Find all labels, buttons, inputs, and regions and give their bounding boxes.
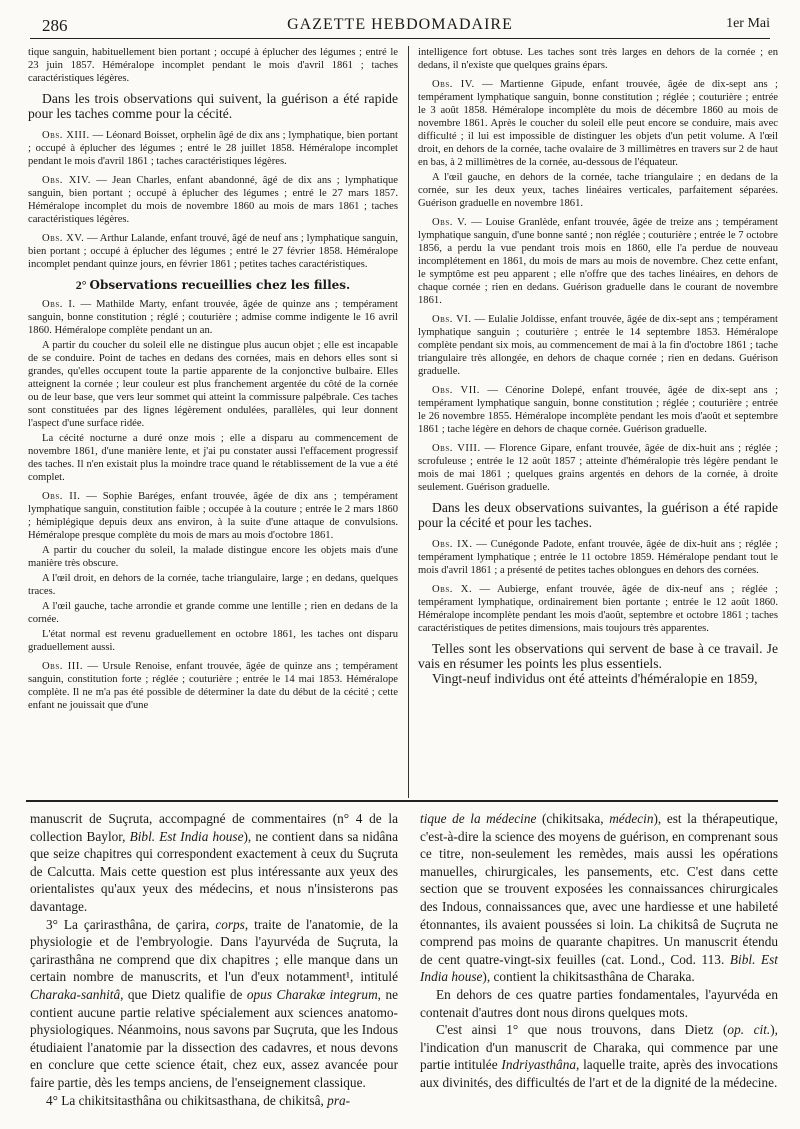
obs-label: Obs. IV. [432, 79, 475, 90]
observation-9 [418, 538, 778, 577]
obs-label: Obs. VIII. [432, 443, 481, 454]
obs-text: — Jean Charles, enfant abandonné, âgé de dix ans ; lymphatique sanguin, bien portant ; occupé à éplucher des légumes ; entré le 27 mars 1857. Héméralope incomplet du mois de novembre 1860 au mois de mars 1861 ; taches caractéristiques légères. [28, 175, 398, 225]
obs-label: Obs. XIV. [42, 175, 91, 186]
obs-label: Obs. VII. [432, 385, 480, 396]
closing-paragraph: Vingt-neuf individus ont été atteints d'héméralopie en 1859, [432, 671, 758, 686]
obs-label: Obs. I. [42, 299, 76, 310]
italic-text: Indriyasthâna [501, 1057, 576, 1073]
italic-text: tique de la médecine [420, 811, 537, 826]
obs-text: — Louise Granlède, enfant trouvée, âgée de treize ans ; tempérament lymphatique sanguin, d'une bonne santé ; non réglée ; couturière ; entrée le 7 octobre 1856, a perdu la vue pendant trois mois en 1860, elle l'a perdue de nouveau incomplétement en 1861, du mois de mars au mois de novembre. Chez cette enfant, le symptôme est peu apparent ; elle n'offre que des taches linéaires, en dehors de chaque cornée ; rien en dedans. Guérison graduelle dans le courant de novembre 1861. [418, 217, 778, 306]
obs-text: — Arthur Lalande, enfant trouvé, âgé de neuf ans ; lymphatique sanguin, bien portant ; occupé à éplucher des légumes ; entré le 27 février 1858. Héméralope incomplet pendant quinze jours, en février 1861 ; petites taches caractéristiques. [28, 233, 398, 270]
lead-paragraph: Dans les deux observations suivantes, la guérison a été rapide pour la cécité et pour les taches. [418, 500, 778, 530]
section-heading [28, 279, 398, 292]
observation-7 [418, 384, 778, 436]
paragraph: A l'œil gauche, tache arrondie et grande comme une lentille ; rien en dedans de la cornée. [28, 601, 398, 625]
obs-text: — Ursule Renoise, enfant trouvée, âgée de quinze ans ; tempérament sanguin, constitution forte ; réglée ; couturière ; entrée le 14 mai 1853. Héméralope complète. Il ne m'a pas été possible de déterminer la date du début de la cécité ; cette enfant ne jouissait que d'une [28, 661, 398, 711]
text-run: 4° La chikitsitasthâna ou chikitsasthana, de chikitsâ, [46, 1092, 328, 1108]
text-run: , que Dietz qualifie de [120, 986, 247, 1002]
italic-text: opus Charakæ integrum [246, 986, 378, 1002]
paragraph: La cécité nocturne a duré onze mois ; elle a disparu au commencement de novembre 1861, d'une manière lente, et j'ai pu constater aussi l'effacement progressif des taches. Il n'en existait plus la moindre trace quand le rétablissement de la vue a été complet. [28, 433, 398, 483]
obs-text: — Cunégonde Padote, enfant trouvée, âgée de dix-huit ans ; réglée ; tempérament lymphatique ; entrée le 11 octobre 1859. Héméralope pendant tout le mois d'avril 1861 ; a présenté de petites taches oblongues en dehors des cornées. [418, 539, 778, 576]
text-run: , ne contient aucune partie relative spécialement aux sciences anatomo-physiologiques. Néanmoins, nous savons par Suçruta, que les Indous étudiaient l'anatomie par la dissection des cadavres, et nous devons en conclure que cette science était, chez eux, assez avancée pour faire partie, dès les temps anciens, de l'enseignement classique. [30, 986, 398, 1090]
text-run: ), ne contient dans sa nidâna que seize chapitres qui correspondent exactement à ceux du Suçruta de Calcutta. Mais cette question est plus intéressante aux yeux des orientalistes qu'aux yeux des médecins, et nous n'insisterons pas davantage. [30, 828, 398, 914]
section-number: 2° [75, 278, 87, 292]
obs-text: — Cénorine Dolepé, enfant trouvée, âgée de dix-sept ans ; tempérament lymphatique sanguin, bonne constitution ; réglée ; couturière ; entrée le 26 novembre 1855. Héméralope incomplète pendant les mois d'août et septembre 1861 ; tache légère en dehors de chaque cornée. Guérison graduelle. [418, 385, 778, 435]
observation-8 [418, 442, 778, 494]
paragraph [30, 1092, 398, 1110]
text-run: (chikitsaka, [536, 811, 610, 826]
page-number: 286 [42, 16, 68, 35]
italic-text: corps [215, 916, 245, 932]
paragraph [420, 1021, 778, 1091]
paragraph: A l'œil droit, en dehors de la cornée, tache triangulaire, large ; en dedans, quelques traces. [28, 573, 398, 597]
observation-14 [28, 174, 398, 226]
section-rule [26, 800, 778, 802]
obs-label: Obs. X. [432, 584, 473, 595]
paragraph [30, 916, 398, 1092]
obs-label: Obs. V. [432, 217, 468, 228]
italic-text: Bibl. Est India house [129, 828, 244, 844]
observation-2 [28, 490, 398, 542]
italic-text: Bibl. Est India house [420, 951, 778, 985]
paragraph [420, 810, 778, 986]
text-run: , laquelle traite, après des invocations aux divinités, des difficultés de l'art et de la dignité de la médecine. [420, 1057, 778, 1090]
page-header [30, 10, 770, 39]
obs-text: — Aubierge, enfant trouvée, âgée de dix-neuf ans ; réglée ; tempérament lymphatique, ordinairement bien portante ; entrée le 12 août 1860. Héméralope incomplète pendant les mois d'août, septembre et octobre 1861 ; taches caractéristiques de petites dimensions, mais toujours très apparentes. [418, 584, 778, 634]
obs-text: — Léonard Boisset, orphelin âgé de dix ans ; lymphatique, bien portant ; occupé à éplucher des légumes ; entré le 28 juillet 1858. Héméralope incomplet pendant le mois d'avril 1861 ; taches caractéristiques légères. [28, 130, 398, 167]
observation-1 [28, 298, 398, 337]
obs-text: — Sophie Baréges, enfant trouvée, âgée de dix ans ; tempérament lymphatique sanguin, constitution faible ; occupée à la couture ; entrée le 2 mars 1860 ; hémiplégique depuis deux ans environ, à la suite d'une attaque de convulsions. Héméralope presque complète du mois de mars au mois d'octobre 1861. [28, 491, 398, 541]
text-run: 3° La çarirasthâna, de çarira, [46, 916, 216, 932]
obs-text: — Martienne Gipude, enfant trouvée, âgée de dix-sept ans ; tempérament lymphatique sanguin, bonne constitution ; réglée ; couturière ; entrée le 3 août 1858. Héméralope incomplète du mois de décembre 1860 au mois de novembre 1861. Après le coucher du soleil elle peut encore se conduire, mais avec difficulté ; il lui est impossible de distinguer les objets d'un petit volume. A l'œil droit, en dehors de la cornée, tache ovalaire de 3 millimètres en travers sur 2 de haut en bas, à 2 millimètres de la cornée, au-dessous de l'équateur. [418, 79, 778, 168]
paragraph: A partir du coucher du soleil, la malade distingue encore les objets mais d'une manière très obscure. [28, 545, 398, 569]
right-column [418, 46, 778, 798]
text-run: ), l'indication d'un manuscrit de Charaka, qui commence par une partie intitulée [420, 1022, 778, 1073]
obs-label: Obs. XIII. [42, 130, 90, 141]
lead-paragraph: Dans les trois observations qui suivent, la guérison a été rapide pour les taches comme pour la cécité. [28, 91, 398, 121]
italic-text: Charaka-sanhitâ [30, 986, 121, 1002]
obs-text: — Eulalie Joldisse, enfant trouvée, âgée de dix-sept ans ; tempérament lymphatique sanguin ; couturière ; entrée le 14 septembre 1853. Héméralope complète pendant six mois, au commencement de mai à la fin d'octobre 1861 ; tache triangulaire très allongée, en dehors de chaque cornée ; rien en dedans. Guérison graduelle. [418, 314, 778, 377]
italic-text: op. cit. [727, 1022, 771, 1038]
text-run: , traite de l'anatomie, de la physiologie et de l'embryologie. Dans l'ayurvéda de Suçruta, la çarirasthâna ne comprend que dix chapitres ; elle manque dans un certain nombre de manuscrits, et l'un d'eux notamment¹, intitulé [30, 916, 398, 985]
bottom-right-column [420, 810, 778, 1092]
text-run: manuscrit de Suçruta, accompagné de commentaires (n° 4 de la collection Baylor, [30, 811, 398, 844]
closing-paragraph: Telles sont les observations qui servent de base à ce travail. Je vais en résumer les points les plus essentiels. [418, 641, 778, 671]
observation-15 [28, 232, 398, 271]
section-title: Observations recueillies chez les filles. [89, 278, 351, 292]
obs-text: — Mathilde Marty, enfant trouvée, âgée de quinze ans ; tempérament sanguin, bonne constitution ; réglé ; couturière ; admise comme indigente le 16 avril 1860. Héméralope complète pendant un an. [28, 299, 398, 336]
observation-5 [418, 216, 778, 307]
text-run: C'est ainsi 1° que nous trouvons, dans Dietz ( [436, 1022, 728, 1038]
observation-13 [28, 129, 398, 168]
obs-text: — Florence Gipare, enfant trouvée, âgée de dix-huit ans ; réglée ; scrofuleuse ; entrée le 12 août 1857 ; atteinte d'héméralopie très légère pendant le mois de mai 1861 ; quelques grains argentés en dehors de la cornée, à droite seulement. Guérison graduelle. [418, 443, 778, 493]
observation-6 [418, 313, 778, 378]
journal-title: GAZETTE HEBDOMADAIRE [287, 16, 513, 33]
paragraph: intelligence fort obtuse. Les taches sont très larges en dehors de la cornée ; en dedans, il n'existe que quelques grains épars. [418, 47, 778, 71]
paragraph: En dehors de ces quatre parties fondamentales, l'ayurvéda en contenait d'autres dont nous dirons quelques mots. [420, 986, 778, 1020]
observation-3 [28, 660, 398, 712]
observation-10 [418, 583, 778, 635]
bottom-left-column [30, 810, 398, 1109]
column-divider [408, 46, 409, 798]
obs-label: Obs. IX. [432, 539, 473, 550]
obs-label: Obs. XV. [42, 233, 85, 244]
observation-4 [418, 78, 778, 169]
italic-text: médecin [609, 811, 654, 826]
left-column [28, 46, 398, 798]
italic-text: pra- [327, 1092, 351, 1108]
text-run: ), contient la chikitsasthâna de Charaka. [482, 969, 695, 985]
obs-label: Obs. III. [42, 661, 84, 672]
paragraph: A partir du coucher du soleil elle ne distingue plus aucun objet ; elle est incapable de se conduire. Point de taches en dedans des cornées, mais en dehors elles sont si grandes, qu'elles occupent toute la partie apparente de la conjonctive bulbaire. Elles atteignent la cornée ; leur couleur est plus franchement argentée du côté de la cornée ou de leur base, que vers leur sommet qui atteint la commissure palpébrale. Ces taches sont constituées par des lignes légèrement ondulées, parallèles, qui leur donnent l'aspect d'une surface ridée. [28, 340, 398, 429]
paragraph: L'état normal est revenu graduellement en octobre 1861, les taches ont disparu graduellement aussi. [28, 629, 398, 653]
paragraph: A l'œil gauche, en dehors de la cornée, tache triangulaire ; en dedans de la cornée, sur les deux yeux, taches linéaires verticales, parfaitement séparées. Guérison graduelle en novembre 1861. [418, 172, 778, 209]
paragraph: tique sanguin, habituellement bien portant ; occupé à éplucher des légumes ; entré le 23 juin 1857. Héméralope incomplet pendant le mois d'avril 1861 ; taches caractéristiques légères. [28, 47, 398, 84]
paragraph [30, 810, 398, 916]
obs-label: Obs. VI. [432, 314, 472, 325]
text-run: ), est la thérapeutique, c'est-à-dire la science des moyens de guérison, en comprenant sous ce titre, non-seulement les remèdes, mais aussi les opérations manuelles, chirurgicales, les pansements, etc. C'est dans cette section que se trouvent exposées les connaissances chirurgicales des Indous, connaissances que, avec une hardiesse et une habileté étonnantes, ils avaient poussées si loin. La chikitsâ de Suçruta ne comprend pas moins de quarante chapitres. Un manuscrit étendu de cent quatre-vingt-six feuilles (cat. Lond., Cod. 113. [420, 811, 779, 967]
obs-label: Obs. II. [42, 491, 81, 502]
issue-date: 1er Mai [726, 16, 770, 31]
